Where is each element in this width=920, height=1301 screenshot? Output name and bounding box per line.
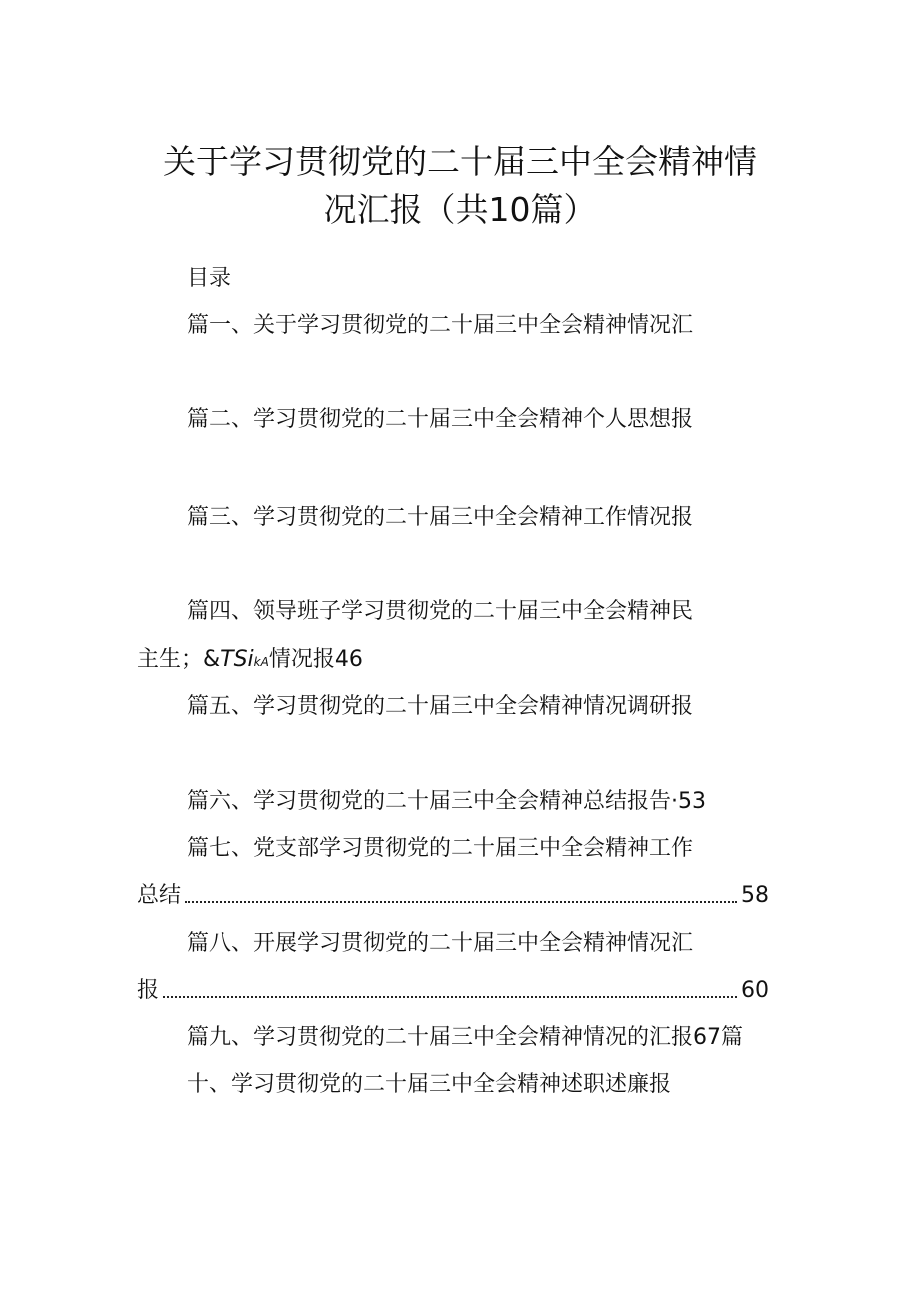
toc-entry-7-cont: 总结 bbox=[137, 883, 182, 908]
toc-entry-4-cont-c: kA bbox=[253, 655, 269, 669]
dot-leader bbox=[185, 901, 737, 903]
toc-entry-4[interactable]: 篇四、领导班子学习贯彻党的二十届三中全会精神民 bbox=[187, 599, 694, 624]
dot-leader bbox=[163, 996, 737, 998]
toc-entry-7[interactable]: 篇七、党支部学习贯彻党的二十届三中全会精神工作 bbox=[187, 836, 694, 861]
toc-entry-3[interactable]: 篇三、学习贯彻党的二十届三中全会精神工作情况报 bbox=[187, 505, 694, 530]
toc-entry-8-cont: 报 bbox=[137, 978, 160, 1003]
toc-entry-9[interactable]: 篇九、学习贯彻党的二十届三中全会精神情况的汇报67篇 bbox=[187, 1025, 743, 1050]
toc-entry-6[interactable]: 篇六、学习贯彻党的二十届三中全会精神总结报告·53 bbox=[187, 789, 706, 814]
toc-entry-4-cont-d: 情况报46 bbox=[268, 647, 363, 672]
toc-entry-7-leader-row[interactable] bbox=[137, 881, 769, 911]
toc-entry-8-page: 60 bbox=[741, 978, 769, 1003]
toc-entry-7-page: 58 bbox=[741, 883, 769, 908]
toc-entry-5[interactable]: 篇五、学习贯彻党的二十届三中全会精神情况调研报 bbox=[187, 694, 694, 719]
document-title-line-2: 况汇报（共10篇） bbox=[323, 190, 597, 229]
toc-entry-1[interactable]: 篇一、关于学习贯彻党的二十届三中全会精神情况汇 bbox=[187, 313, 694, 338]
toc-entry-4-continuation[interactable] bbox=[137, 645, 363, 677]
toc-entry-4-cont-b: TSi bbox=[220, 647, 254, 672]
toc-heading: 目录 bbox=[187, 266, 232, 291]
toc-entry-4-cont-a: 主生；& bbox=[137, 647, 221, 672]
document-title-line-1: 关于学习贯彻党的二十届三中全会精神情 bbox=[163, 142, 757, 181]
toc-entry-8[interactable]: 篇八、开展学习贯彻党的二十届三中全会精神情况汇 bbox=[187, 931, 694, 956]
toc-entry-2[interactable]: 篇二、学习贯彻党的二十届三中全会精神个人思想报 bbox=[187, 407, 694, 432]
toc-entry-8-leader-row[interactable] bbox=[137, 976, 769, 1006]
toc-entry-10[interactable]: 十、学习贯彻党的二十届三中全会精神述职述廉报 bbox=[187, 1072, 672, 1097]
